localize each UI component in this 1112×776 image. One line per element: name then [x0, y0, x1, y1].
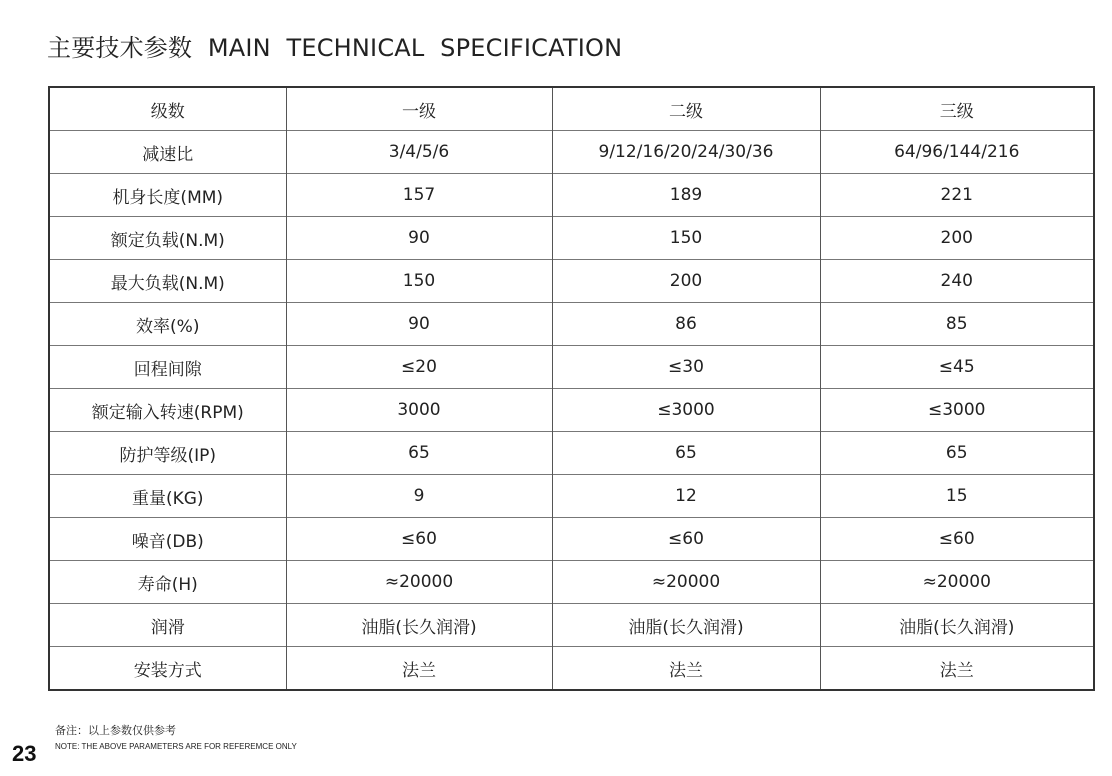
row-label: 安装方式 — [49, 647, 286, 691]
table-cell: 油脂(长久润滑) — [820, 604, 1094, 647]
spec-table-body — [49, 87, 1094, 690]
table-row — [49, 174, 1094, 217]
table-cell: 12 — [552, 475, 820, 518]
table-cell: 85 — [820, 303, 1094, 346]
table-cell: 9 — [286, 475, 552, 518]
row-label: 润滑 — [49, 604, 286, 647]
table-cell: 法兰 — [552, 647, 820, 691]
table-cell: 240 — [820, 260, 1094, 303]
footnote-en: NOTE: THE ABOVE PARAMETERS ARE FOR REFEREMCE ONLY — [55, 741, 297, 751]
header-cell-single-stage: 一级 — [286, 87, 552, 131]
row-label: 效率(%) — [49, 303, 286, 346]
table-row — [49, 131, 1094, 174]
row-label: 重量(KG) — [49, 475, 286, 518]
table-row — [49, 303, 1094, 346]
table-cell: 157 — [286, 174, 552, 217]
row-label: 减速比 — [49, 131, 286, 174]
footnote — [55, 725, 297, 751]
table-cell: 15 — [820, 475, 1094, 518]
table-cell: 150 — [552, 217, 820, 260]
table-cell: 油脂(长久润滑) — [552, 604, 820, 647]
table-cell: 200 — [820, 217, 1094, 260]
table-cell: ≤60 — [552, 518, 820, 561]
row-label: 额定输入转速(RPM) — [49, 389, 286, 432]
table-cell: 150 — [286, 260, 552, 303]
row-label: 防护等级(IP) — [49, 432, 286, 475]
row-label: 寿命(H) — [49, 561, 286, 604]
page-title: 主要技术参数 MAIN TECHNICAL SPECIFICATION — [47, 34, 623, 62]
row-label: 回程间隙 — [49, 346, 286, 389]
table-header-row — [49, 87, 1094, 131]
footnote-cn: 备注：以上参数仅供参考 — [55, 724, 176, 737]
table-cell: 90 — [286, 303, 552, 346]
header-cell-stage: 级数 — [150, 101, 185, 122]
table-cell: ≤3000 — [820, 389, 1094, 432]
table-cell: 189 — [552, 174, 820, 217]
table-cell: ≈20000 — [286, 561, 552, 604]
header-cell-three-stage: 三级 — [820, 87, 1094, 131]
table-cell: ≤20 — [286, 346, 552, 389]
table-cell: 64/96/144/216 — [820, 131, 1094, 174]
table-row — [49, 475, 1094, 518]
table-cell: 65 — [552, 432, 820, 475]
row-label: 噪音(DB) — [49, 518, 286, 561]
row-label: 额定负载(N.M) — [49, 217, 286, 260]
table-row — [49, 260, 1094, 303]
table-row — [49, 604, 1094, 647]
table-cell: ≤3000 — [552, 389, 820, 432]
table-row — [49, 346, 1094, 389]
table-row — [49, 561, 1094, 604]
table-cell: ≤60 — [820, 518, 1094, 561]
table-cell: 65 — [286, 432, 552, 475]
table-cell: 法兰 — [820, 647, 1094, 691]
table-cell: ≤60 — [286, 518, 552, 561]
spec-table — [48, 86, 1095, 691]
table-cell: 65 — [820, 432, 1094, 475]
table-cell: 9/12/16/20/24/30/36 — [552, 131, 820, 174]
table-cell: 86 — [552, 303, 820, 346]
table-cell: ≈20000 — [820, 561, 1094, 604]
table-cell: ≈20000 — [552, 561, 820, 604]
table-cell: 3/4/5/6 — [286, 131, 552, 174]
table-cell: 200 — [552, 260, 820, 303]
table-row — [49, 432, 1094, 475]
page-number: 23 — [12, 741, 37, 766]
table-cell: 90 — [286, 217, 552, 260]
table-cell: 221 — [820, 174, 1094, 217]
header-cell-two-stage: 二级 — [552, 87, 820, 131]
table-cell: 法兰 — [286, 647, 552, 691]
table-row — [49, 647, 1094, 691]
table-cell: 3000 — [286, 389, 552, 432]
table-row — [49, 389, 1094, 432]
table-row — [49, 518, 1094, 561]
table-cell: ≤45 — [820, 346, 1094, 389]
table-row — [49, 217, 1094, 260]
row-label: 机身长度(MM) — [49, 174, 286, 217]
table-cell: 油脂(长久润滑) — [286, 604, 552, 647]
row-label: 最大负载(N.M) — [49, 260, 286, 303]
table-cell: ≤30 — [552, 346, 820, 389]
